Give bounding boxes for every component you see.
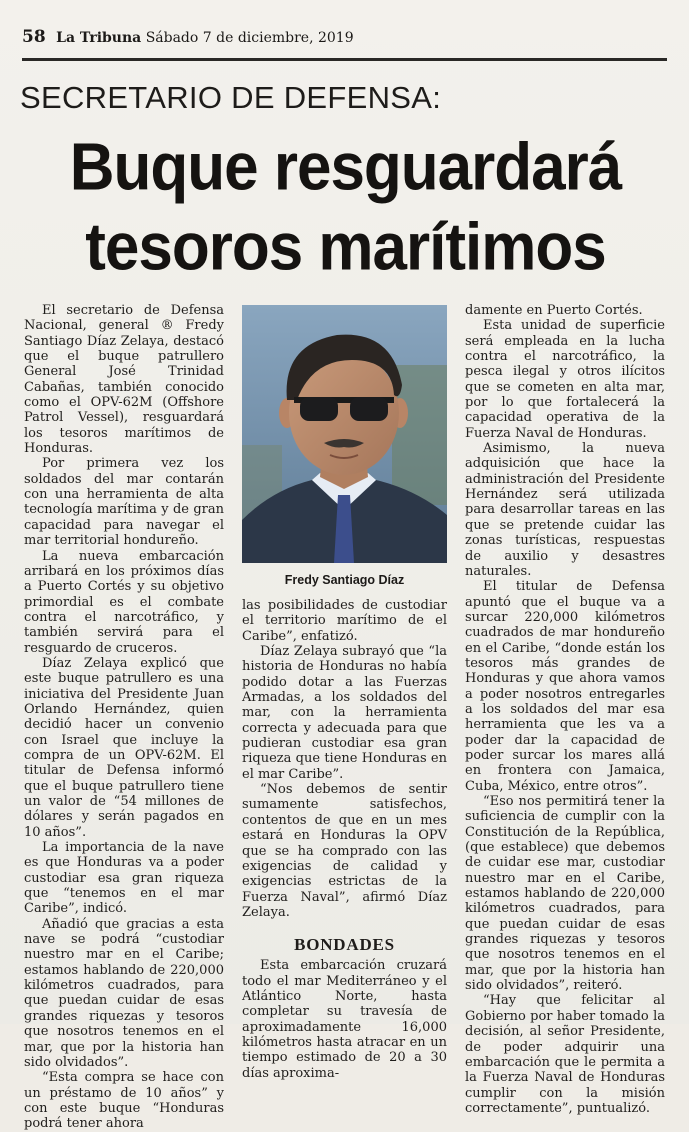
article-column-2 xyxy=(242,598,447,1081)
paragraph: El titular de Defensa apuntó que el buque va a surcar 220,000 kilómetros cuadrados de mar hondureño en el Caribe, “donde están los tesoros más grandes de Honduras y que ahora vamos a poder nosotros entregarles a los soldados del mar esa herramienta que les va a poder dar la capacidad de poder surcar los mares allá en frontera con Jamaica, Cuba, México, entre otros”. xyxy=(465,579,665,794)
paragraph: Díaz Zelaya subrayó que “la historia de Honduras no había podido dotar a las Fuerzas Armadas, a los soldados del mar, con la herramienta correcta y adecuada para que pudieran custodiar esa gran riqueza que tiene Honduras en el mar Caribe”. xyxy=(242,644,447,782)
paragraph: Añadió que gracias a esta nave se podrá “custodiar nuestro mar en el Caribe; estamos hablando de 220,000 kilómetros cuadrados, para que puedan cuidar de esas grandes riquezas y tesoros que nosotros tenemos en el mar, que por la historia han sido olvidados”. xyxy=(24,916,224,1070)
paragraph: Esta embarcación cruzará todo el mar Mediterráneo y el Atlántico Norte, hasta completar su travesía de aproximadamente 16,000 kilómetros hasta atracar en un tiempo estimado de 20 a 30 días aproxima- xyxy=(242,958,447,1081)
page-masthead xyxy=(22,26,667,48)
kicker-title: SECRETARIO DE DEFENSA: xyxy=(20,80,442,115)
paragraph: El secretario de Defensa Nacional, general ® Fredy Santiago Díaz Zelaya, destacó que el buque patrullero General José Trinidad Cabañas, también conocido como el OPV-62M (Offshore Patrol Vessel), resguardará los tesoros marítimos de Honduras. xyxy=(24,303,224,457)
article-column-1 xyxy=(24,303,224,1132)
paragraph: Asimismo, la nueva adquisición que hace la administración del Presidente Hernández será utilizada para desarrollar tareas en las que se pretende cuidar las zonas turísticas, respuestas de auxilio y desastres naturales. xyxy=(465,441,665,579)
paragraph: las posibilidades de custodiar el territorio marítimo de el Caribe”, enfatizó. xyxy=(242,598,447,644)
photo-caption: Fredy Santiago Díaz xyxy=(284,573,405,587)
paper-name: La Tribuna xyxy=(56,30,142,46)
paragraph: “Esta compra se hace con un préstamo de 10 años” y con este buque “Honduras podrá tener ahora xyxy=(24,1070,224,1132)
paragraph: La nueva embarcación arribará en los próximos días a Puerto Cortés y su objetivo primordial es el combate contra el narcotráfico, y también servirá para el resguardo de cruceros. xyxy=(24,548,224,656)
paragraph: Esta unidad de superficie será empleada en la lucha contra el narcotráfico, la pesca ilegal y otros ilícitos que se cometen en alta mar, por lo que fortalecerá la capacidad operativa de la Fuerza Naval de Honduras. xyxy=(465,318,665,441)
article-column-3 xyxy=(465,303,665,1116)
portrait-photo xyxy=(242,305,447,563)
paragraph: “Hay que felicitar al Gobierno por haber tomado la decisión, al señor Presidente, de poder adquirir una embarcación que le permita a la Fuerza Naval de Honduras cumplir con la misión correctamente”, puntualizó. xyxy=(465,993,665,1116)
paragraph: “Nos debemos de sentir sumamente satisfechos, contentos de que en un mes estará en Honduras la OPV que se ha comprado con las exigencias de calidad y exigencias estrictas de la Fuerza Naval”, afirmó Díaz Zelaya. xyxy=(242,782,447,920)
issue-date: Sábado 7 de diciembre, 2019 xyxy=(145,30,354,46)
headline-line-1: Buque resguardará xyxy=(69,130,622,205)
headline-line-2: tesoros marítimos xyxy=(85,210,606,285)
paragraph: La importancia de la nave es que Honduras va a poder custodiar esa gran riqueza que “tenemos en el mar Caribe”, indicó. xyxy=(24,840,224,917)
paragraph: Díaz Zelaya explicó que este buque patrullero es una iniciativa del Presidente Juan Orlando Hernández, quien decidió hacer un convenio con Israel que incluye la compra de un OPV-62M. El titular de Defensa informó que el buque patrullero tiene un valor de “54 millones de dólares y serán pagados en 10 años”. xyxy=(24,655,224,840)
paragraph: damente en Puerto Cortés. xyxy=(465,303,643,318)
paragraph: “Eso nos permitirá tener la suficiencia de cumplir con la Constitución de la República, (que establece) que debemos de cuidar ese mar, custodiar nuestro mar en el Caribe, estamos hablando de 220,000 kilómetros cuadrados, para que puedan cuidar de esas grandes riquezas y tesoros que nosotros tenemos en el mar, que por la historia han sido olvidados”, reiteró. xyxy=(465,794,665,994)
page-number: 58 xyxy=(22,27,46,47)
masthead-rule xyxy=(22,58,667,61)
portrait-illustration xyxy=(242,305,447,563)
paragraph: Por primera vez los soldados del mar contarán con una herramienta de alta tecnología marítima y de gran capacidad para navegar el mar territorial hondureño. xyxy=(24,456,224,549)
headline xyxy=(18,128,673,288)
section-subhead: BONDADES xyxy=(294,935,395,955)
